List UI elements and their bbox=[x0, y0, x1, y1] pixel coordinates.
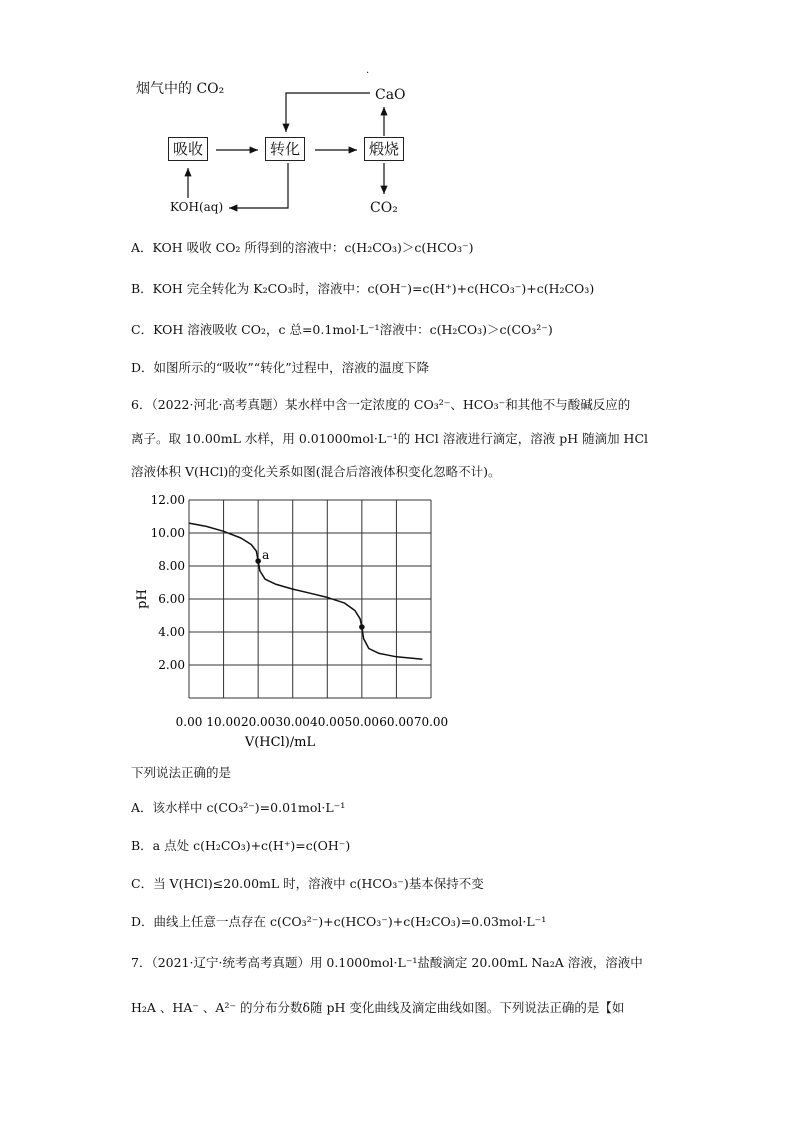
q6-option-d: D．曲线上任意一点存在 c(CO₃²⁻)+c(HCO₃⁻)+c(H₂CO₃)=0.03mol·L⁻¹ bbox=[131, 914, 547, 929]
q5-option-d: D．如图所示的“吸收”“转化”过程中，溶液的温度下降 bbox=[131, 360, 430, 375]
y-tick-label: 6.00 bbox=[158, 592, 185, 606]
q6-prompt: 下列说法正确的是 bbox=[131, 765, 232, 780]
x-tick-label: 20.00 bbox=[240, 715, 276, 729]
y-tick-label: 8.00 bbox=[158, 559, 185, 573]
x-tick-label: 40.00 bbox=[310, 715, 345, 729]
curve-point bbox=[255, 558, 261, 564]
q7-stem-line1: 7．（2021·辽宁·统考高考真题）用 0.1000mol·L⁻¹盐酸滴定 20.00mL Na₂A 溶液，溶液中 bbox=[131, 955, 643, 970]
curve-point bbox=[359, 624, 365, 630]
q6-option-b: B．a 点处 c(H₂CO₃)+c(H⁺)=c(OH⁻) bbox=[131, 838, 351, 853]
x-tick-label: 70.00 bbox=[413, 715, 449, 729]
x-tick-label: 50.00 bbox=[344, 715, 380, 729]
flow-arrows bbox=[0, 0, 794, 230]
box-calcine: 煅烧 bbox=[364, 137, 404, 161]
box-absorb: 吸收 bbox=[168, 137, 208, 161]
titration-chart bbox=[120, 488, 460, 758]
q6-option-a: A．该水样中 c(CO₃²⁻)=0.01mol·L⁻¹ bbox=[131, 800, 346, 815]
x-tick-label: 0.00 bbox=[175, 715, 203, 729]
q6-stem-line2: 离子。取 10.00mL 水样，用 0.01000mol·L⁻¹的 HCl 溶液进行滴定，溶液 pH 随滴加 HCl bbox=[131, 431, 649, 446]
point-label: a bbox=[262, 548, 270, 563]
y-axis-label: pH bbox=[135, 589, 150, 609]
x-tick-label: 10.00 bbox=[206, 715, 241, 729]
q6-stem-line1: 6．（2022·河北·高考真题）某水样中含一定浓度的 CO₃²⁻、HCO₃⁻和其他不与酸碱反应的 bbox=[131, 397, 631, 412]
arrow-cao-convert bbox=[286, 93, 370, 132]
stray-dot: · bbox=[366, 68, 370, 79]
y-tick-label: 10.00 bbox=[150, 526, 185, 540]
q5-option-a: A．KOH 吸收 CO₂ 所得到的溶液中：c(H₂CO₃)＞c(HCO₃⁻) bbox=[131, 240, 474, 255]
x-axis-label: V(HCl)/mL bbox=[244, 735, 316, 750]
y-tick-label: 12.00 bbox=[150, 493, 185, 507]
q6-stem-line3: 溶液体积 V(HCl)的变化关系如图(混合后溶液体积变化忽略不计)。 bbox=[131, 464, 501, 479]
q5-option-b: B．KOH 完全转化为 K₂CO₃时，溶液中：c(OH⁻)=c(H⁺)+c(HCO₃⁻)+c(H₂CO₃) bbox=[131, 281, 595, 296]
co2-out-label: CO₂ bbox=[370, 200, 398, 216]
y-tick-label: 2.00 bbox=[158, 658, 185, 672]
x-tick-label: 30.00 bbox=[275, 715, 310, 729]
y-tick-label: 4.00 bbox=[158, 625, 185, 639]
koh-label: KOH(aq) bbox=[170, 200, 224, 214]
cao-label: CaO bbox=[375, 87, 406, 103]
arrow-convert-koh bbox=[229, 163, 288, 208]
x-tick-label: 60.00 bbox=[379, 715, 414, 729]
box-convert: 转化 bbox=[265, 137, 305, 161]
flue-gas-label: 烟气中的 CO₂ bbox=[136, 81, 225, 97]
q5-option-c: C．KOH 溶液吸收 CO₂，c 总=0.1mol·L⁻¹溶液中：c(H₂CO₃)＞c(CO₃²⁻) bbox=[131, 322, 553, 337]
q7-stem-line2: H₂A 、HA⁻ 、A²⁻ 的分布分数δ随 pH 变化曲线及滴定曲线如图。下列说法正确的是【如 bbox=[131, 1000, 625, 1015]
q6-option-c: C．当 V(HCl)≤20.00mL 时，溶液中 c(HCO₃⁻)基本保持不变 bbox=[131, 876, 484, 891]
